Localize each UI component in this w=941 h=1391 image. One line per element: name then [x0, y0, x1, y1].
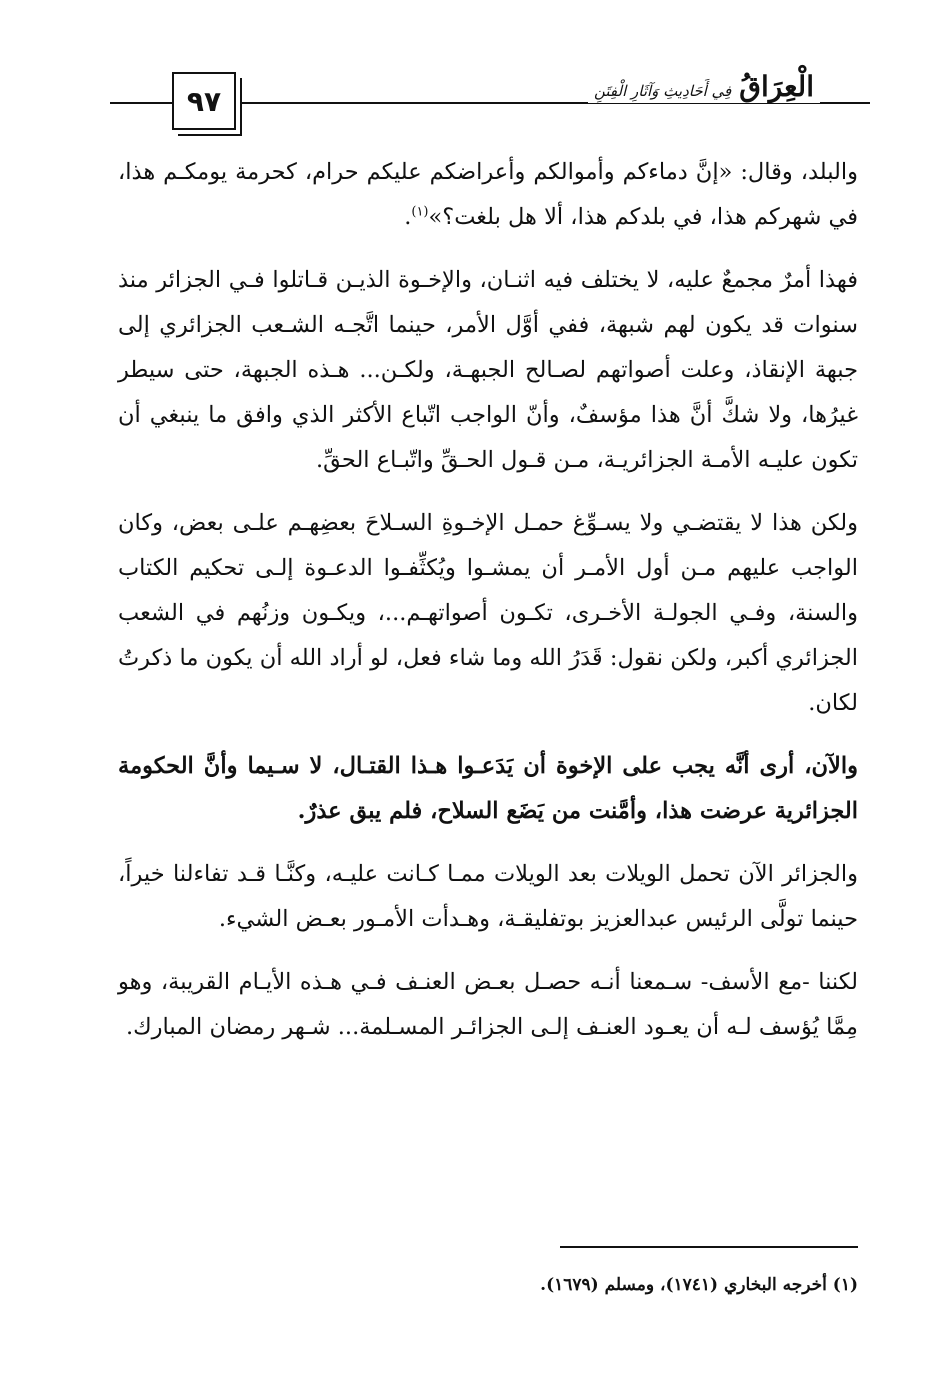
paragraph-2: فهذا أمرٌ مجمعٌ عليه، لا يختلف فيه اثنـان، والإخـوة الذيـن قـاتلوا فـي الجزائر منذ سنوات قد يكون لهم شبهة، ففي أوَّل الأمر، حينما اتَّجـه الشـعب الجزائري إلى جبهة الإنقاذ، وعلت أصواتهم لصـالح الجبهـة، ولكـن... هـذه الجبهة، حتى سيطر غيرُها، ولا شكَّ أنَّ هذا مؤسفٌ، وأنّ الواجب اتّباع الأكثر الذي وافق ما ينبغي أن تكون عليـه الأمـة الجزائريـة، مـن قـول الحـقِّ واتّبـاع الحقِّ. — [118, 267, 858, 473]
header-rule-left — [110, 102, 172, 104]
paragraph-6: لكننا -مع الأسف- سـمعنا أنـه حصـل بعـض العنـف فـي هـذه الأيـام القريبة، وهو مِمَّا يُؤسف لـه أن يعـود العنـف إلـى الجزائـر المسـلمة... شـهر رمضان المبارك. — [118, 969, 858, 1040]
footnote: (١) أخرجه البخاري (١٧٤١)، ومسلم (١٦٧٩). — [540, 1275, 858, 1295]
paragraph-3: ولكن هذا لا يقتضـي ولا يسـوِّغ حمـل الإخـوةِ السـلاحَ بعضِهـم علـى بعض، وكان الواجب عليهم مـن أول الأمـر أن يمشـوا ويُكثِّفـوا الدعـوة إلـى تحكيم الكتاب والسنة، وفـي الجولـة الأخـرى، تكـون أصواتهـم...، ويكـون وزنُهم في الشعب الجزائري أكبر، ولكن نقول: قَدَرُ الله وما شاء فعل، لو أراد الله أن يكون ما ذكرتُ لكان. — [118, 510, 858, 716]
page-number: ٩٧ — [186, 84, 222, 118]
page-header — [110, 62, 870, 132]
page-number-box — [172, 72, 236, 130]
paragraph-1 — [118, 150, 858, 240]
footnote-separator — [560, 1246, 858, 1248]
paragraph-5: والجزائر الآن تحمل الويلات بعد الويلات ممـا كـانت عليـه، وكنَّـا قـد تفاءلنا خيراً، حينما تولَّى الرئيس عبدالعزيز بوتفليقـة، وهـدأت الأمـور بعـض الشيء. — [118, 861, 858, 932]
body-text — [118, 150, 858, 1068]
paragraph-4: والآن، أرى أنَّه يجب على الإخوة أن يَدَعـوا هـذا القتـال، لا سـيما وأنَّ الحكومة الجزائرية عرضت هذا، وأمَّنت من يَضَع السلاح، فلم يبق عذرٌ. — [118, 753, 858, 824]
running-title: الْعِرَاقُ — [739, 70, 814, 103]
running-subtitle: فِي أَحَادِيثِ وَآثَارِ الْفِتَنِ — [593, 82, 732, 100]
running-head — [588, 70, 820, 103]
paragraph-tail: . — [404, 204, 412, 230]
paragraph-text: والبلد، وقال: «إنَّ دماءكم وأموالكم وأعراضكم عليكم حرام، كحرمة يومكـم هذا، في شهركم هذا، في بلدكم هذا، ألا هل بلغت؟» — [118, 159, 858, 230]
footnote-reference: (١) — [411, 204, 429, 220]
